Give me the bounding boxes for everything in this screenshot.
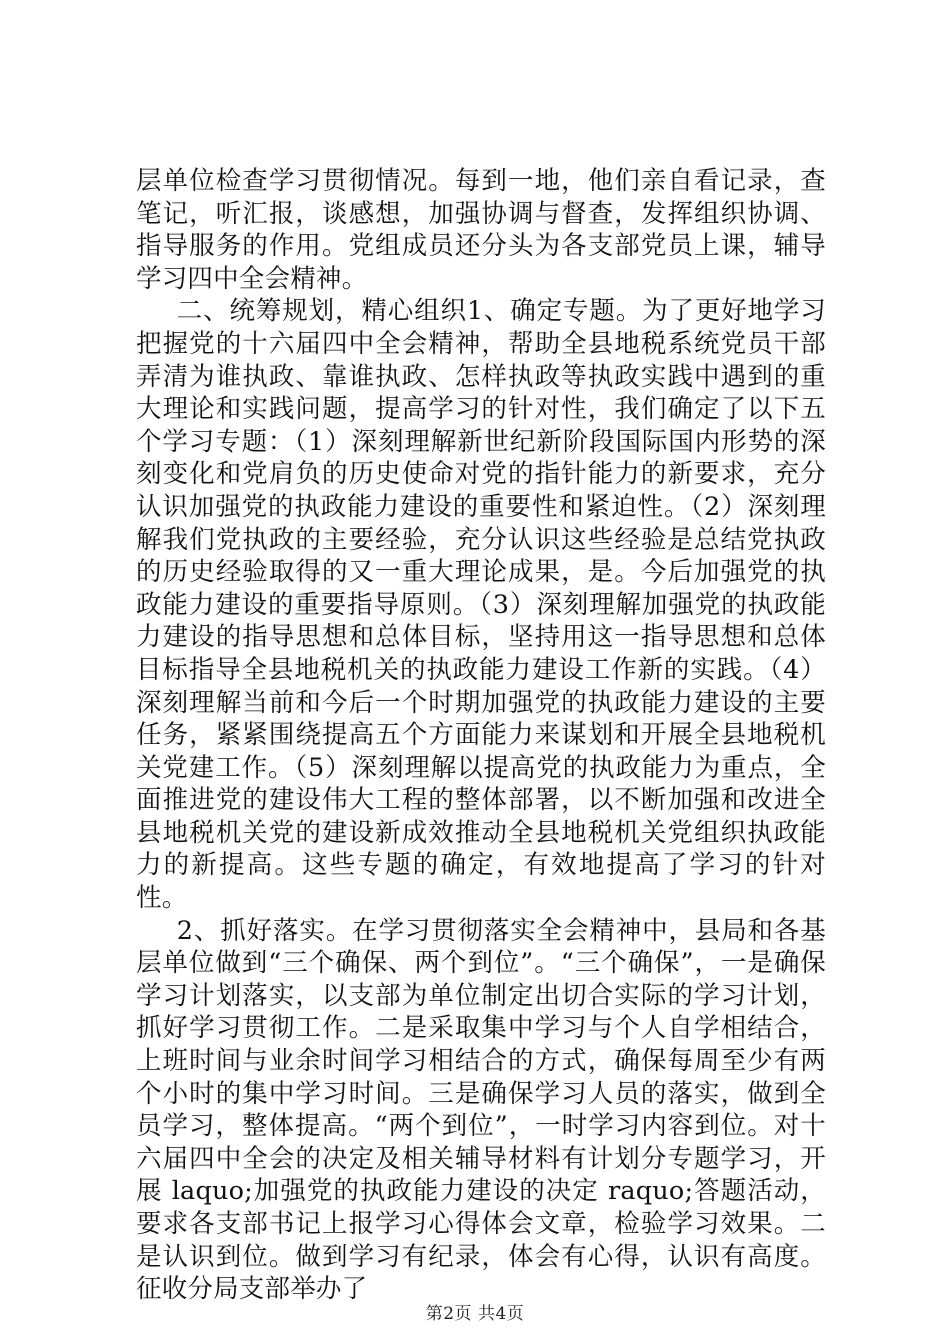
paragraph-3: 2、抓好落实。在学习贯彻落实全会精神中，县局和各基层单位做到“三个确保、两个到位”。“三个确保”，一是确保学习计划落实，以支部为单位制定出切合实际的学习计划，抓好学习贯彻工作。二是采取集中学习与个人自学相结合，上班时间与业余时间学习相结合的方式，确保每周至少有两个小时的集中学习时间。三是确保学习人员的落实，做到全员学习，整体提高。“两个到位”，一时学习内容到位。对十六届四中全会的决定及相关辅导材料有计划分专题学习，开展 laquo;加强党的执政能力建设的决定 raquo;答题活动，要求各支部书记上报学习心得体会文章，检验学习效果。二是认识到位。做到学习有纪录，体会有心得，认识有高度。征收分局支部举办了 [136,915,826,1305]
paragraph-2: 二、统筹规划，精心组织1、确定专题。为了更好地学习把握党的十六届四中全会精神，帮助全县地税系统党员干部弄清为谁执政、靠谁执政、怎样执政等执政实践中遇到的重大理论和实践问题，提高学习的针对性，我们确定了以下五个学习专题：（1）深刻理解新世纪新阶段国际国内形势的深刻变化和党肩负的历史使命对党的指针能力的新要求，充分认识加强党的执政能力建设的重要性和紧迫性。（2）深刻理解我们党执政的主要经验，充分认识这些经验是总结党执政的历史经验取得的又一重大理论成果，是。今后加强党的执政能力建设的重要指导原则。（3）深刻理解加强党的执政能力建设的指导思想和总体目标，坚持用这一指导思想和总体目标指导全县地税机关的执政能力建设工作新的实践。（4）深刻理解当前和今后一个时期加强党的执政能力建设的主要任务，紧紧围绕提高五个方面能力来谋划和开展全县地税机关党建工作。（5）深刻理解以提高党的执政能力为重点，全面推进党的建设伟大工程的整体部署，以不断加强和改进全县地税机关党的建设新成效推动全县地税机关党组织执政能力的新提高。这些专题的确定，有效地提高了学习的针对性。 [136,296,826,914]
page-footer [0,1299,950,1324]
document-body [136,165,826,1306]
page-number-label: 第2页 共4页 [425,1304,525,1324]
paragraph-1: 层单位检查学习贯彻情况。每到一地，他们亲自看记录，查笔记，听汇报，谈感想，加强协调与督查，发挥组织协调、指导服务的作用。党组成员还分头为各支部党员上课，辅导学习四中全会精神。 [136,166,826,294]
